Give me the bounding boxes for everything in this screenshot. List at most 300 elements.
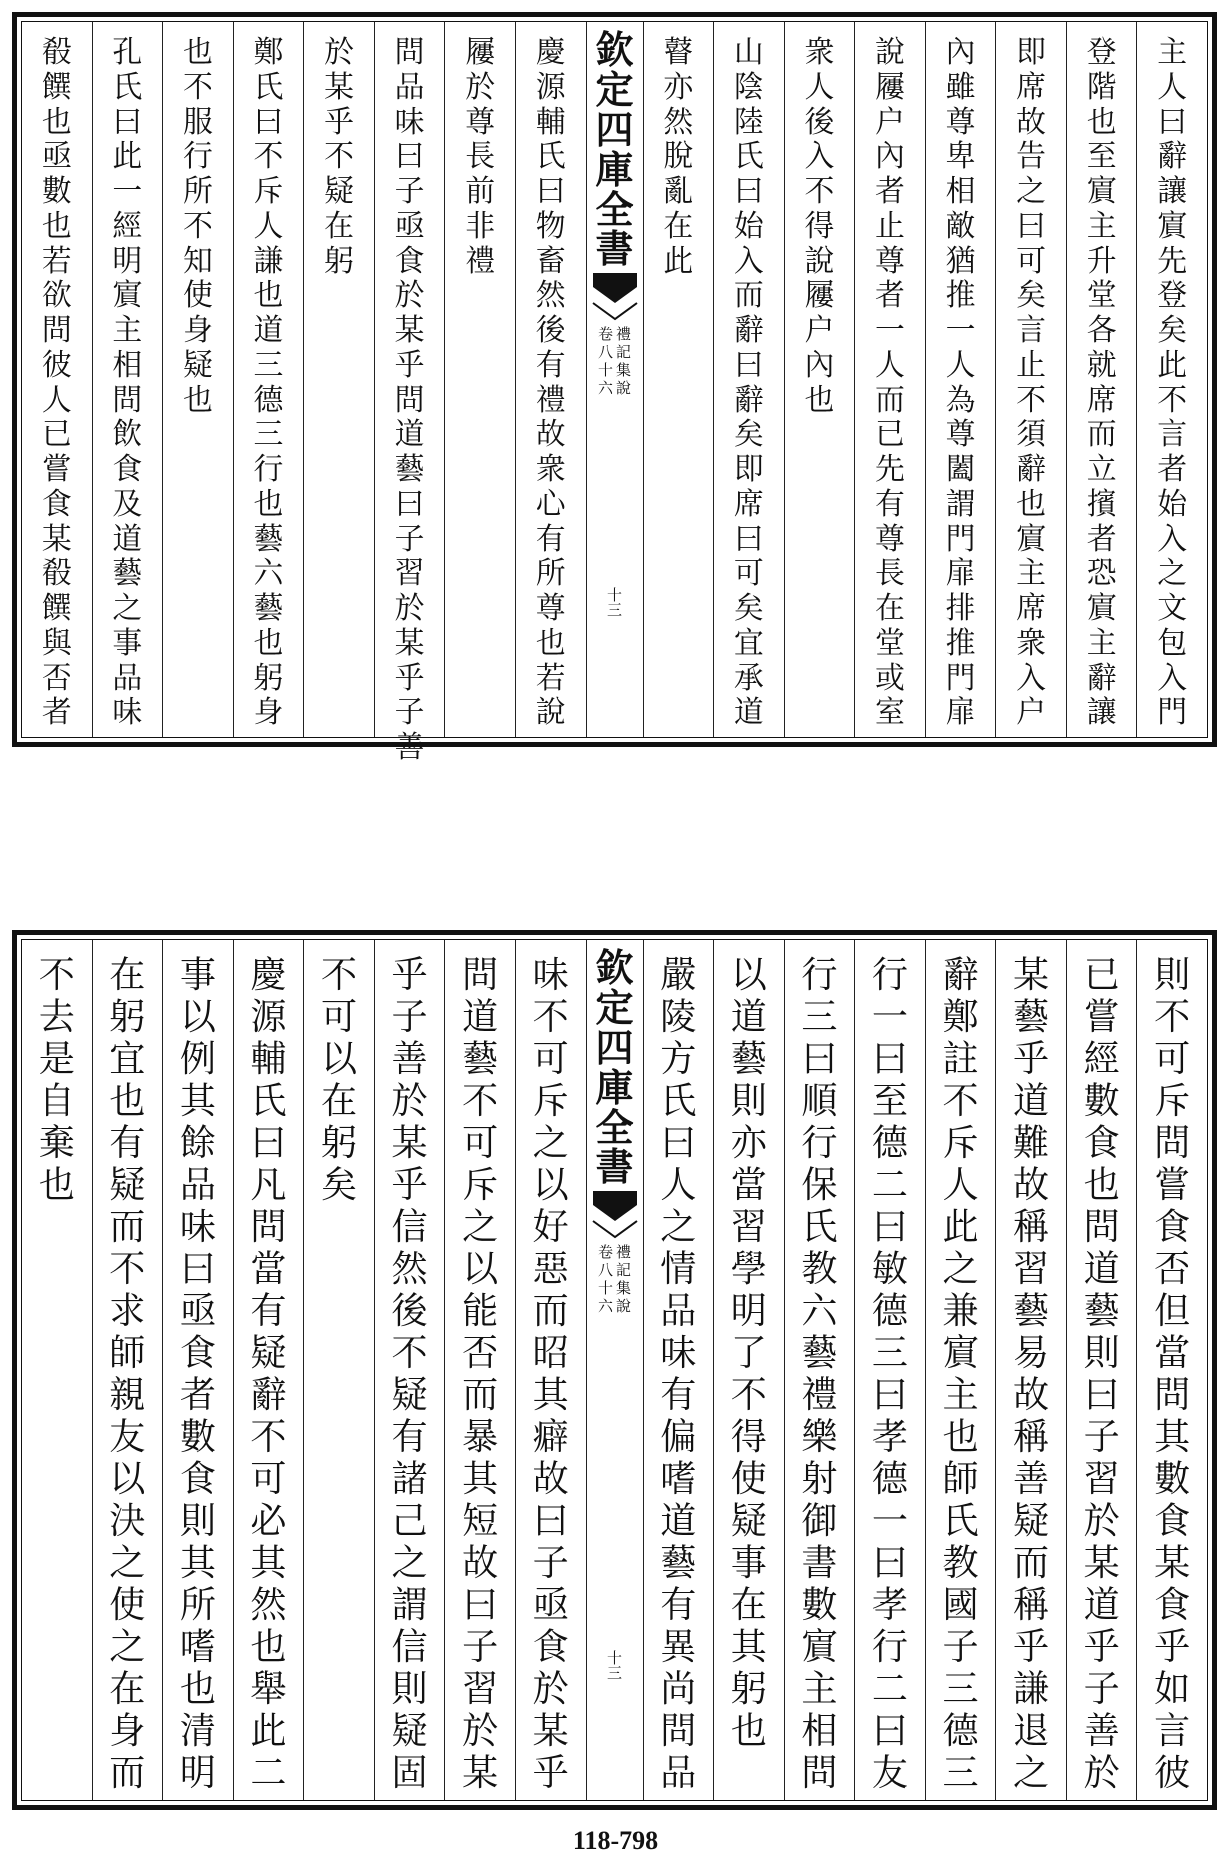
- column-text: [93, 36, 163, 731]
- glyph: 行: [871, 1625, 909, 1668]
- glyph: 暴: [462, 1415, 499, 1458]
- glyph: 友: [871, 1751, 909, 1794]
- glyph: 身: [109, 1709, 146, 1752]
- glyph: 曰: [871, 1037, 909, 1080]
- glyph: 否: [1154, 1247, 1191, 1290]
- glyph: 曰: [112, 104, 143, 140]
- glyph: 賔: [1086, 591, 1117, 626]
- column-text: [785, 954, 855, 1794]
- lower-page: [12, 930, 1217, 1810]
- glyph: 慶: [535, 35, 566, 70]
- glyph: 道: [1013, 1079, 1050, 1122]
- glyph: 而: [109, 1205, 146, 1248]
- text-column: [162, 940, 233, 1800]
- glyph: 辭: [1016, 452, 1047, 487]
- fish-tail-mark-icon: [593, 273, 637, 319]
- glyph: 承: [733, 660, 764, 696]
- glyph: 樂: [801, 1415, 838, 1458]
- glyph: 前: [465, 174, 496, 209]
- text-column: [925, 22, 996, 737]
- glyph: 德: [871, 1457, 909, 1500]
- glyph: 若: [41, 243, 72, 279]
- glyph: 先: [1157, 243, 1188, 279]
- text-column: [1066, 940, 1137, 1800]
- glyph: 明: [730, 1289, 767, 1332]
- glyph: 於: [324, 35, 354, 70]
- glyph: 之: [660, 1205, 697, 1248]
- glyph: 扉: [945, 695, 976, 731]
- glyph: 嘗: [1154, 1163, 1191, 1206]
- glyph: 亟: [394, 208, 425, 244]
- glyph: 相: [945, 174, 976, 209]
- glyph: 也: [942, 1415, 979, 1458]
- glyph: 易: [1013, 1331, 1050, 1374]
- glyph: 疑: [250, 1331, 287, 1374]
- glyph: 尊: [535, 591, 566, 626]
- glyph: 偏: [660, 1415, 697, 1458]
- glyph: 謂: [945, 486, 976, 522]
- glyph: 在: [320, 1079, 358, 1122]
- glyph: 賔: [801, 1625, 838, 1668]
- glyph: 子: [532, 1541, 569, 1584]
- glyph: 其: [179, 1079, 216, 1122]
- column-text: [163, 36, 233, 731]
- glyph: 也: [253, 625, 284, 661]
- text-column: [515, 22, 586, 737]
- glyph: 源: [535, 69, 566, 105]
- text-column: [854, 22, 925, 737]
- glyph: 所: [535, 556, 566, 592]
- upper-page-frame: [21, 21, 1208, 765]
- glyph: 之: [391, 1541, 428, 1584]
- glyph: 若: [535, 660, 566, 696]
- volume-label: [598, 325, 613, 397]
- glyph: 氏: [801, 1205, 838, 1248]
- glyph: 道: [1083, 1247, 1120, 1290]
- glyph: 户: [804, 313, 835, 348]
- glyph: 子: [1083, 1415, 1120, 1458]
- glyph: 味: [532, 953, 569, 996]
- glyph: 飲: [112, 417, 143, 453]
- glyph: 以: [532, 1163, 569, 1206]
- glyph: 德: [871, 1121, 909, 1164]
- center-spine: [586, 22, 643, 737]
- glyph: 疑: [182, 347, 213, 383]
- glyph: 註: [942, 1037, 979, 1080]
- glyph: 斥: [462, 1163, 499, 1206]
- glyph: 當: [730, 1163, 767, 1206]
- glyph: 則: [179, 1499, 216, 1542]
- glyph: 某: [462, 1751, 499, 1794]
- glyph: 曰: [1083, 1373, 1120, 1416]
- glyph: 躬: [109, 995, 146, 1038]
- glyph: 乎: [324, 104, 354, 140]
- glyph: 書: [595, 226, 634, 272]
- glyph: 必: [250, 1499, 287, 1542]
- glyph: 曰: [801, 1037, 838, 1080]
- glyph: 善: [394, 730, 425, 765]
- glyph: 一: [875, 313, 905, 348]
- glyph: 之: [109, 1541, 146, 1584]
- glyph: 始: [733, 208, 764, 244]
- glyph: 如: [1154, 1667, 1191, 1710]
- glyph: 子: [391, 995, 428, 1038]
- glyph: 二: [871, 1163, 909, 1206]
- glyph: 而: [109, 1751, 146, 1794]
- glyph: 門: [945, 521, 976, 557]
- glyph: 文: [1157, 591, 1188, 626]
- text-column: [784, 22, 855, 737]
- glyph: 癖: [532, 1415, 569, 1458]
- glyph: 矣: [733, 591, 764, 626]
- glyph: 即: [1016, 35, 1047, 70]
- glyph: 饌: [41, 591, 72, 626]
- glyph: 饌: [41, 69, 72, 105]
- text-column: [713, 22, 784, 737]
- glyph: 彼: [41, 347, 72, 383]
- glyph: 藝: [1083, 1289, 1120, 1332]
- glyph: 道: [730, 995, 767, 1038]
- glyph: 者: [875, 174, 905, 209]
- glyph: 氏: [942, 1499, 979, 1542]
- glyph: 全: [595, 1104, 634, 1150]
- glyph: 而: [1013, 1541, 1050, 1584]
- column-text: [855, 954, 925, 1794]
- glyph: 不: [38, 953, 75, 996]
- glyph: 謙: [1013, 1667, 1050, 1710]
- glyph: 尊: [465, 104, 496, 140]
- glyph: 藝: [1013, 995, 1050, 1038]
- glyph: 乎: [394, 660, 425, 696]
- column-text: [516, 954, 586, 1794]
- glyph: 源: [250, 995, 287, 1038]
- text-column: [374, 940, 445, 1800]
- glyph: 某: [1013, 953, 1050, 996]
- column-text: [714, 954, 784, 1794]
- glyph: 去: [38, 995, 75, 1038]
- glyph: 須: [1016, 417, 1047, 453]
- text-column: [374, 22, 445, 765]
- glyph: 子: [394, 521, 425, 557]
- glyph: 升: [1086, 243, 1117, 279]
- glyph: 使: [730, 1457, 767, 1500]
- glyph: 身: [253, 695, 284, 731]
- glyph: 數: [179, 1415, 216, 1458]
- glyph: 於: [465, 69, 496, 105]
- glyph: 道: [253, 313, 284, 348]
- text-column: [925, 940, 996, 1800]
- glyph: 疑: [730, 1499, 767, 1542]
- glyph: 數: [1154, 1457, 1191, 1500]
- glyph: 在: [324, 208, 354, 244]
- glyph: 其: [250, 1541, 287, 1584]
- glyph: 於: [394, 591, 425, 626]
- text-column: [92, 940, 163, 1800]
- glyph: 氏: [112, 69, 143, 105]
- glyph: 辭: [942, 953, 979, 996]
- glyph: 友: [109, 1415, 146, 1458]
- glyph: 事: [179, 953, 216, 996]
- glyph: 信: [391, 1205, 428, 1248]
- glyph: 疑: [109, 1163, 146, 1206]
- glyph: 乎: [1083, 1625, 1120, 1668]
- glyph: 有: [535, 521, 566, 557]
- glyph: 食: [1154, 1205, 1191, 1248]
- glyph: 主: [1086, 208, 1117, 244]
- glyph: 鄭: [942, 995, 979, 1038]
- column-text: [516, 36, 586, 731]
- glyph: 故: [1013, 1163, 1050, 1206]
- glyph: 曰: [733, 521, 764, 557]
- glyph: 矣: [733, 417, 764, 453]
- glyph: 欽: [595, 945, 634, 990]
- glyph: 也: [1086, 104, 1117, 140]
- glyph: 不: [804, 174, 835, 209]
- glyph: 某: [1154, 1541, 1191, 1584]
- glyph: 殽: [41, 556, 72, 592]
- glyph: 例: [179, 1037, 216, 1080]
- glyph: 順: [801, 1079, 838, 1122]
- glyph: 孝: [871, 1415, 909, 1458]
- glyph: 藝: [660, 1541, 697, 1584]
- glyph: 某: [394, 625, 425, 661]
- glyph: 食: [112, 452, 143, 487]
- glyph: 嗜: [660, 1457, 697, 1500]
- glyph: 此: [1157, 347, 1188, 383]
- glyph: 其: [1154, 1415, 1191, 1458]
- glyph: 扉: [945, 556, 976, 592]
- glyph: 亦: [730, 1121, 767, 1164]
- glyph: 氏: [535, 139, 566, 175]
- column-text: [234, 954, 304, 1794]
- glyph: 子: [1083, 1667, 1120, 1710]
- glyph: 情: [660, 1247, 697, 1290]
- glyph: 六: [801, 1289, 838, 1332]
- column-text: [445, 954, 515, 1794]
- glyph: 氏: [660, 1079, 697, 1122]
- column-text: [644, 36, 714, 731]
- glyph: 但: [1154, 1289, 1191, 1332]
- glyph: 而: [875, 382, 905, 418]
- column-text: [445, 36, 515, 731]
- glyph: 自: [38, 1079, 75, 1122]
- glyph: 道: [394, 417, 425, 453]
- glyph: 禮: [535, 382, 566, 418]
- glyph: 門: [1157, 695, 1188, 731]
- glyph: 恐: [1086, 556, 1117, 592]
- glyph: 此: [112, 139, 143, 175]
- glyph: 稱: [1013, 1415, 1050, 1458]
- glyph: 曰: [871, 1541, 909, 1584]
- glyph: 辭: [1157, 139, 1188, 175]
- glyph: 使: [109, 1583, 146, 1626]
- glyph: 入: [804, 139, 835, 175]
- glyph: 也: [730, 1709, 767, 1752]
- glyph: 德: [942, 1709, 979, 1752]
- glyph: 言: [1154, 1709, 1191, 1752]
- glyph: 稱: [1013, 1205, 1050, 1248]
- glyph: 道: [660, 1499, 697, 1542]
- glyph: 子: [942, 1625, 979, 1668]
- text-column: [92, 22, 163, 737]
- glyph: 故: [1013, 1373, 1050, 1416]
- glyph: 以: [730, 953, 767, 996]
- glyph: 可: [532, 1037, 569, 1080]
- glyph: 也: [1083, 1163, 1120, 1206]
- glyph: 某: [324, 69, 354, 105]
- glyph: 不: [532, 995, 569, 1038]
- glyph: 食: [179, 1457, 216, 1500]
- glyph: 曰: [733, 174, 764, 209]
- glyph: 與: [41, 625, 72, 661]
- glyph: 藝: [730, 1037, 767, 1080]
- glyph: 藝: [112, 556, 143, 592]
- glyph: 於: [1083, 1751, 1120, 1794]
- glyph: 食: [41, 486, 72, 522]
- glyph: 排: [945, 591, 976, 626]
- glyph: 斥: [942, 1121, 979, 1164]
- glyph: 者: [875, 278, 905, 314]
- glyph: 教: [801, 1247, 838, 1290]
- glyph: 長: [465, 139, 496, 175]
- glyph: 即: [733, 452, 764, 487]
- glyph: 某: [394, 313, 425, 348]
- glyph: 屨: [875, 69, 905, 105]
- glyph: 內: [804, 347, 835, 383]
- glyph: 說: [616, 1297, 632, 1316]
- column-text: [1067, 954, 1137, 1794]
- glyph: 二: [871, 1667, 909, 1710]
- glyph: 於: [1083, 1499, 1120, 1542]
- glyph: 陸: [733, 104, 764, 140]
- glyph: 也: [253, 486, 284, 522]
- glyph: 尚: [660, 1667, 697, 1710]
- glyph: 三: [801, 995, 838, 1038]
- glyph: 藝: [394, 452, 425, 487]
- glyph: 躬: [320, 1121, 358, 1164]
- glyph: 行: [253, 452, 284, 487]
- glyph: 稱: [1013, 1583, 1050, 1626]
- glyph: 有: [660, 1583, 697, 1626]
- glyph: 定: [595, 66, 634, 112]
- glyph: 己: [391, 1499, 428, 1542]
- glyph: 疑: [391, 1709, 428, 1752]
- glyph: 輔: [535, 104, 566, 140]
- glyph: 否: [41, 660, 72, 696]
- glyph: 師: [109, 1331, 146, 1374]
- glyph: 行: [182, 139, 213, 175]
- text-column: [995, 940, 1066, 1800]
- glyph: 曰: [871, 1709, 909, 1752]
- glyph: 曰: [394, 139, 425, 175]
- glyph: 也: [41, 208, 72, 244]
- glyph: 得: [730, 1415, 767, 1458]
- glyph: 止: [875, 208, 905, 244]
- glyph: 信: [391, 1625, 428, 1668]
- glyph: 德: [253, 382, 284, 418]
- glyph: 曰: [462, 1583, 499, 1626]
- text-column: [22, 940, 92, 1800]
- glyph: 尊: [875, 243, 905, 279]
- glyph: 後: [804, 104, 835, 140]
- glyph: 親: [109, 1373, 146, 1416]
- glyph: 棄: [38, 1121, 75, 1164]
- column-text: [375, 954, 445, 1794]
- glyph: 乎: [1154, 1625, 1191, 1668]
- glyph: 三: [871, 1331, 909, 1374]
- glyph: 藝: [253, 521, 284, 557]
- glyph: 十: [597, 1279, 613, 1298]
- glyph: 衆: [535, 452, 566, 487]
- column-text: [1137, 954, 1207, 1794]
- glyph: 食: [1154, 1499, 1191, 1542]
- column-text: [855, 36, 925, 731]
- glyph: 不: [253, 139, 284, 175]
- glyph: 禮: [465, 243, 496, 279]
- glyph: 氏: [733, 139, 764, 175]
- glyph: 定: [595, 984, 634, 1030]
- glyph: 者: [1086, 521, 1117, 557]
- glyph: 後: [535, 313, 566, 348]
- glyph: 至: [1086, 139, 1117, 175]
- glyph: 道: [462, 995, 499, 1038]
- glyph: 以: [320, 1037, 358, 1080]
- glyph: 曰: [1016, 208, 1047, 244]
- glyph: 也: [1016, 486, 1047, 522]
- glyph: 不: [182, 208, 213, 244]
- glyph: 保: [801, 1163, 838, 1206]
- glyph: 欲: [41, 278, 72, 314]
- glyph: 則: [1083, 1331, 1120, 1374]
- glyph: 食: [532, 1625, 569, 1668]
- glyph: 道: [112, 521, 143, 557]
- text-column: [995, 22, 1066, 737]
- glyph: 而: [532, 1289, 569, 1332]
- glyph: 在: [663, 208, 694, 244]
- glyph: 說: [535, 695, 566, 731]
- glyph: 凡: [250, 1163, 287, 1206]
- glyph: 也: [804, 382, 835, 418]
- glyph: 禮: [801, 1373, 838, 1416]
- glyph: 習: [1013, 1247, 1050, 1290]
- glyph: 所: [179, 1583, 216, 1626]
- glyph: 始: [1157, 486, 1188, 522]
- glyph: 已: [41, 417, 72, 453]
- glyph: 數: [1083, 1079, 1120, 1122]
- glyph: 衆: [804, 35, 835, 70]
- text-column: [1066, 22, 1137, 737]
- glyph: 瞽: [663, 35, 694, 70]
- glyph: 曰: [535, 174, 566, 209]
- glyph: 各: [1086, 313, 1117, 348]
- column-text: [22, 954, 92, 1794]
- glyph: 說: [875, 35, 905, 70]
- glyph: 身: [182, 313, 213, 348]
- glyph: 不: [462, 1079, 499, 1122]
- glyph: 入: [1016, 660, 1047, 696]
- glyph: 習: [394, 556, 425, 592]
- center-spine: [586, 940, 643, 1800]
- glyph: 某: [391, 1121, 428, 1164]
- glyph: 以: [462, 1247, 499, 1290]
- glyph: 雖: [945, 69, 976, 105]
- glyph: 在: [730, 1583, 767, 1626]
- column-text: [785, 36, 855, 731]
- glyph: 知: [182, 243, 213, 279]
- glyph: 六: [253, 556, 284, 592]
- glyph: 庫: [595, 1064, 634, 1110]
- glyph: 者: [41, 695, 72, 731]
